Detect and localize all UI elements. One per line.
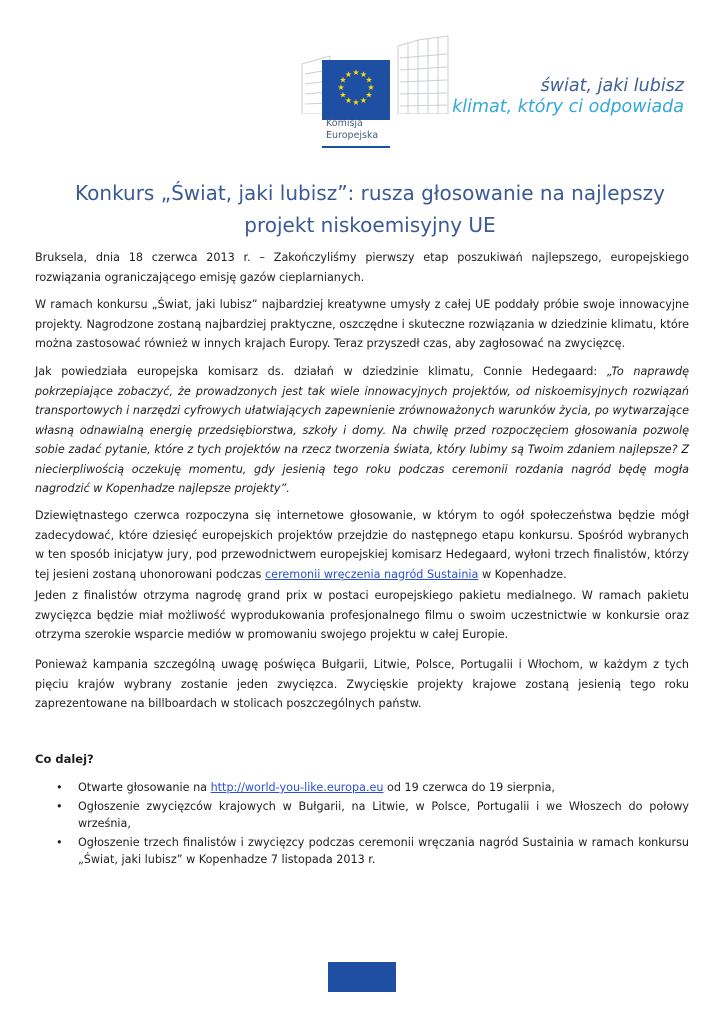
b2-text: Ogłoszenie zwycięzców krajowych w Bułgarii, na Litwie, w Polsce, Portugalii i we Włoszech do połowy września, (78, 800, 689, 830)
eu-stars-icon (322, 60, 390, 120)
paragraph-6: Ponieważ kampania szczególną uwagę poświęca Bułgarii, Litwie, Polsce, Portugalii i Włochom, w każdym z tych pięciu krajów wybrany zostanie jeden zwycięzca. Zwycięskie projekty krajowe zostaną jesienią tego roku zaprezentowane na billboardach w stolicach poszczególnych państw. (35, 658, 689, 710)
slogan-line-1: świat, jaki lubisz (540, 76, 684, 96)
svg-text:★: ★ (367, 83, 375, 92)
bullet-icon: • (56, 836, 63, 849)
next-steps-heading: Co dalej? (35, 752, 94, 766)
svg-text:★: ★ (365, 90, 373, 100)
bullet-icon: • (56, 781, 63, 794)
svg-text:★: ★ (365, 75, 373, 85)
svg-text:★: ★ (359, 96, 368, 105)
eu-flag (322, 60, 390, 120)
svg-text:★: ★ (337, 83, 345, 92)
svg-text:★: ★ (339, 90, 347, 100)
svg-text:★: ★ (344, 96, 353, 105)
list-item (56, 798, 689, 832)
svg-text:★: ★ (344, 70, 353, 79)
svg-text:★: ★ (339, 75, 347, 85)
logo-underline (322, 146, 390, 148)
paragraph-1: Bruksela, dnia 18 czerwca 2013 r. – Zakończyliśmy pierwszy etap poszukiwań najlepszego, europejskiego rozwiązania ograniczającego emisję gazów cieplarnianych. (35, 251, 689, 284)
b3-text: Ogłoszenie trzech finalistów i zwycięzcy podczas ceremonii wręczania nagród Sustainia w ramach konkursu „Świat, jaki lubisz” w Kopenhadze 7 listopada 2013 r. (78, 836, 689, 866)
commissioner-quote: „To naprawdę pokrzepiające zobaczyć, że prowadzonych jest tak wiele innowacyjnych projektów, od niskoemisyjnych rozwiązań transportowych i narzędzi cyfrowych ułatwiających zapewnienie zrównoważonych warunków życia, po wytwarzające własną odnawialną energię przedsiębiorstwa, szkoły i domy. Na chwilę przed rozpoczęciem głosowania pozwolę sobie zadać pytanie, które z tych projektów na rzecz tworzenia świata, który lubimy są Twoim zdaniem najlepsze? Z niecierpliwością oczekuję momentu, gdy jesienią tego roku podczas ceremonii rozdania nagród będę mogła nagrodzić w Kopenhadze najlepsze projekty”. (35, 365, 689, 495)
p4-text-before: Dziewiętnastego czerwca rozpoczyna się internetowe głosowanie, w którym to ogół społeczeństwa będzie mógł zadecydować, które dziesięć europejskich projektów przejdzie do następnego etapu konkursu. Spośród wybranych w ten sposób inicjatyw jury, pod przewodnictwem europejskiej komisarz Hedegaard, wyłoni trzech finalistów, którzy tej jesieni zostaną uhonorowani podczas (35, 509, 689, 581)
sustainia-ceremony-link[interactable]: ceremonii wręczenia nagród Sustainia (265, 567, 479, 581)
paragraph-5: Jeden z finalistów otrzyma nagrodę grand prix w postaci europejskiego pakietu medialnego. W ramach pakietu zwycięzca będzie miał możliwość wyprodukowania profesjonalnego filmu o swoim uczestnictwie w konkursie oraz otrzyma szerokie wsparcie mediów w promowaniu swojego projektu w całej Europie. (35, 589, 689, 641)
logo-line-2: Europejska (326, 130, 379, 141)
slogan-line-2: klimat, który ci odpowiada (452, 97, 684, 117)
logo-line-1: Komisja (326, 118, 363, 129)
page-title: Konkurs „Świat, jaki lubisz”: rusza głosowanie na najlepszy projekt niskoemisyjny UE (75, 181, 665, 237)
b1-text-after: od 19 czerwca do 19 sierpnia, (383, 781, 555, 794)
footer-eu-bar (328, 962, 396, 992)
logo-caption (326, 118, 378, 142)
svg-text:★: ★ (359, 70, 368, 79)
european-commission-logo (292, 34, 452, 146)
svg-text:★: ★ (352, 98, 360, 107)
svg-text:★: ★ (352, 68, 360, 77)
b1-text-before: Otwarte głosowanie na (78, 781, 211, 794)
list-item (56, 834, 689, 868)
paragraph-3 (35, 362, 689, 499)
p4-text-after: w Kopenhadze. (478, 567, 567, 581)
quote-intro: Jak powiedziała europejska komisarz ds. działań w dziedzinie klimatu, Connie Hedegaard: (35, 365, 607, 378)
campaign-slogan (452, 76, 684, 118)
paragraph-2: W ramach konkursu „Świat, jaki lubisz” najbardziej kreatywne umysły z całej UE poddały próbie swoje innowacyjne projekty. Nagrodzone zostaną najbardziej praktyczne, oszczędne i skuteczne rozwiązania w dziedzinie klimatu, które można zastosować również w innych krajach Europy. Teraz przyszedł czas, aby zagłosować na zwycięzcę. (35, 298, 689, 350)
next-steps-list (56, 779, 689, 870)
paragraph-4 (35, 506, 689, 584)
list-item (56, 779, 689, 796)
voting-site-link[interactable]: http://world-you-like.europa.eu (210, 781, 384, 794)
bullet-icon: • (56, 800, 63, 813)
